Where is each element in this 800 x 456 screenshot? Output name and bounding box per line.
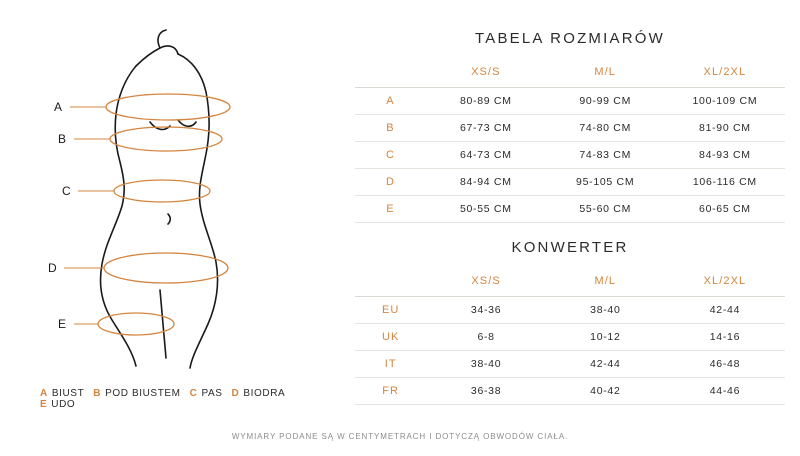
sizes-table	[355, 59, 785, 223]
converter-it-xl-2xl: 46-48	[709, 358, 741, 370]
converter-eu-xs-s: 34-36	[470, 304, 502, 316]
sizes-b-xs-s: 67-73 CM	[459, 122, 512, 134]
sizes-row-key-c: C	[385, 149, 396, 161]
table-row	[355, 324, 785, 351]
converter-fr-xs-s: 36-38	[470, 385, 502, 397]
converter-header-row	[355, 268, 785, 297]
legend-key-e: E	[40, 399, 48, 410]
marker-c: C	[62, 184, 71, 198]
legend	[40, 388, 310, 410]
legend-label-d: BIODRA	[243, 388, 286, 399]
converter-row-key-uk: UK	[381, 331, 400, 343]
converter-table	[355, 268, 785, 405]
sizes-a-m-l: 90-99 CM	[579, 95, 632, 107]
legend-key-a: A	[40, 388, 48, 399]
legend-item-b	[93, 388, 180, 399]
converter-fr-xl-2xl: 44-46	[709, 385, 741, 397]
sizes-c-xs-s: 64-73 CM	[459, 149, 512, 161]
sizes-row-key-b: B	[386, 122, 395, 134]
converter-table-title: KONWERTER	[511, 239, 629, 256]
converter-it-xs-s: 38-40	[470, 358, 502, 370]
sizes-row-key-a: A	[386, 95, 395, 107]
sizes-header-xl-2xl: XL/2XL	[665, 59, 785, 88]
sizes-a-xs-s: 80-89 CM	[459, 95, 512, 107]
converter-header-m-l: M/L	[546, 268, 665, 297]
legend-item-a	[40, 388, 84, 399]
sizes-d-xs-s: 84-94 CM	[459, 176, 512, 188]
table-row	[355, 196, 785, 223]
sizes-header-row	[355, 59, 785, 88]
sizes-header-corner	[355, 59, 426, 88]
converter-it-m-l: 42-44	[590, 358, 621, 370]
footnote: WYMIARY PODANE SĄ W CENTYMETRACH I DOTYCZĄ OBWODÓW CIAŁA.	[231, 432, 569, 441]
sizes-e-xs-s: 50-55 CM	[459, 203, 512, 215]
legend-item-c	[190, 388, 223, 399]
table-row	[355, 378, 785, 405]
table-row	[355, 115, 785, 142]
legend-item-d	[232, 388, 286, 399]
sizes-b-m-l: 74-80 CM	[579, 122, 632, 134]
converter-eu-m-l: 38-40	[590, 304, 621, 316]
sizes-a-xl-2xl: 100-109 CM	[692, 95, 758, 107]
marker-a: A	[54, 100, 63, 114]
sizes-b-xl-2xl: 81-90 CM	[699, 122, 751, 134]
sizes-e-m-l: 55-60 CM	[579, 203, 632, 215]
legend-key-b: B	[93, 388, 102, 399]
sizes-table-title: TABELA ROZMIARÓW	[475, 30, 665, 47]
table-row	[355, 142, 785, 169]
converter-row-key-eu: EU	[381, 304, 400, 316]
sizes-d-xl-2xl: 106-116 CM	[692, 176, 757, 188]
converter-row-key-fr: FR	[382, 385, 400, 397]
sizes-row-key-e: E	[386, 203, 395, 215]
marker-b: B	[58, 132, 67, 146]
sizes-header-xs-s: XS/S	[426, 59, 546, 88]
table-row	[355, 297, 785, 324]
tables-panel	[355, 0, 785, 456]
legend-label-e: UDO	[51, 399, 76, 410]
converter-uk-xl-2xl: 14-16	[709, 331, 741, 343]
body-measurement-illustration	[0, 0, 340, 456]
legend-item-e	[40, 399, 75, 410]
sizes-d-m-l: 95-105 CM	[576, 176, 635, 188]
converter-uk-xs-s: 6-8	[477, 331, 495, 343]
table-row	[355, 88, 785, 115]
legend-label-a: BIUST	[51, 388, 85, 399]
table-row	[355, 351, 785, 378]
marker-d: D	[48, 261, 57, 275]
converter-header-xs-s: XS/S	[426, 268, 545, 297]
converter-header-xl-2xl: XL/2XL	[665, 268, 785, 297]
sizes-header-m-l: M/L	[546, 59, 665, 88]
table-row	[355, 169, 785, 196]
legend-label-c: PAS	[201, 388, 223, 399]
female-body-diagram	[40, 28, 300, 378]
sizes-c-m-l: 74-83 CM	[579, 149, 632, 161]
legend-key-d: D	[231, 388, 240, 399]
converter-uk-m-l: 10-12	[590, 331, 621, 343]
marker-e: E	[58, 317, 67, 331]
sizes-c-xl-2xl: 84-93 CM	[699, 149, 751, 161]
legend-label-b: POD BIUSTEM	[105, 388, 181, 399]
sizes-row-key-d: D	[385, 176, 396, 188]
legend-key-c: C	[189, 388, 198, 399]
converter-header-corner	[355, 268, 426, 297]
converter-eu-xl-2xl: 42-44	[709, 304, 741, 316]
converter-row-key-it: IT	[384, 358, 397, 370]
converter-fr-m-l: 40-42	[590, 385, 621, 397]
sizes-e-xl-2xl: 60-65 CM	[699, 203, 751, 215]
